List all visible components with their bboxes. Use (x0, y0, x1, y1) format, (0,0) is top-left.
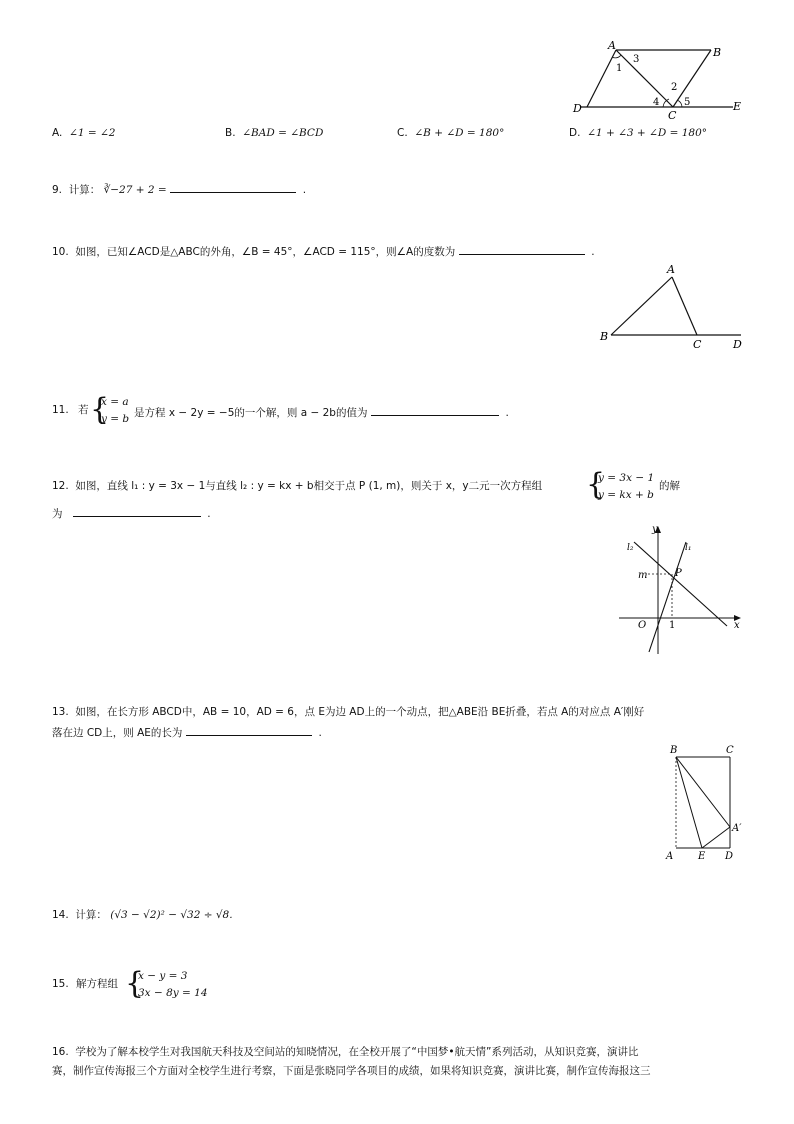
q12-label-l1: l₁ (685, 543, 692, 553)
q10-label-D: D (733, 338, 742, 351)
q10-number: 10. (52, 246, 69, 258)
q14-number: 14. (52, 909, 69, 921)
q11-line (134, 403, 509, 420)
q14-expr: (√3 − √2)² − √32 ÷ √8. (110, 909, 233, 921)
q10-label-B: B (600, 330, 609, 343)
q13-label-B: B (670, 745, 678, 756)
q8-option-d-expr: ∠1 + ∠3 + ∠D = 180° (587, 127, 708, 139)
q12-label-O: O (638, 620, 647, 631)
q12-answer-blank[interactable] (73, 504, 201, 517)
q9-end: . (302, 184, 307, 196)
q16-line2: 赛，制作宣传海报三个方面对全校学生进行考察，下面是张晓同学各项目的成绩，如果将知识竞赛，演讲比赛，制作宣传海报这三 (52, 1065, 651, 1077)
q13-line2-text: 落在边 CD上，则 AE的长为 (52, 727, 183, 739)
q12-label-m: m (638, 570, 648, 581)
q13-number: 13. (52, 706, 69, 718)
q13-label-C: C (726, 745, 734, 756)
q10-label-C: C (693, 338, 702, 351)
q12-label-x: x (734, 620, 740, 631)
question-14 (52, 908, 233, 922)
q8-label-E: E (733, 100, 742, 113)
q8-label-C: C (668, 109, 677, 122)
q13-label-E: E (698, 851, 706, 862)
q12-sys1: y = 3x − 1 (598, 472, 655, 484)
q12-label-1: 1 (669, 620, 676, 631)
q10-figure (596, 262, 746, 352)
q13-text: 如图，在长方形 ABCD中，AB = 10，AD = 6，点 E为边 AD上的一个动点，把△ABE沿 BE折叠，若点 A的对应点 A′刚好 (75, 706, 645, 718)
q12-text: 如图，直线 l₁ : y = 3x − 1与直线 l₂ : y = kx + b相交于点 P (1, m)，则关于 x，y二元一次方程组 (75, 480, 543, 492)
q13-label-D: D (725, 851, 734, 862)
q15-text: 解方程组 (76, 978, 118, 990)
q12-sys2: y = kx + b (598, 489, 654, 501)
q13-figure (662, 742, 752, 864)
q12-figure (614, 522, 749, 660)
q13-line2 (52, 723, 322, 740)
q12-label-P: P (675, 568, 682, 579)
q12-label-l2: l₂ (627, 543, 634, 553)
q8-label-D: D (573, 102, 582, 115)
q15-sys2: 3x − 8y = 14 (138, 987, 208, 999)
q13-answer-blank[interactable] (186, 723, 312, 736)
q16-number: 16. (52, 1046, 69, 1058)
q16-text-1: 学校为了解本校学生对我国航天科技及空间站的知晓情况，在全校开展了“中国梦•航天情”系列活动，从知识竞赛，演讲比 (75, 1046, 639, 1058)
q8-label-5: 5 (684, 97, 691, 108)
q13-label-A2: A′ (732, 823, 742, 834)
q11-text: 是方程 x − 2y = −5的一个解，则 a − 2b的值为 (134, 407, 368, 419)
q12-end: . (207, 508, 211, 520)
q13-end: . (318, 727, 322, 739)
q8-option-b-letter: B. (225, 127, 236, 139)
q13-label-A: A (666, 851, 674, 862)
q8-figure (565, 38, 750, 123)
q12-line2 (52, 504, 211, 521)
q12-number: 12. (52, 480, 69, 492)
q15-number: 15. (52, 978, 69, 990)
q12-line1 (52, 479, 542, 493)
q14-text: 计算： (75, 909, 107, 921)
q15-brace: { (125, 966, 145, 1001)
q8-option-d-letter: D. (569, 127, 581, 139)
q8-option-a (52, 126, 115, 140)
q9-answer-blank[interactable] (170, 180, 296, 193)
q16-line1 (52, 1045, 638, 1059)
q15-sys1: x − y = 3 (138, 970, 188, 982)
q10-label-A: A (667, 263, 675, 276)
q12-label-y: y (652, 524, 658, 535)
q11-sys2: y = b (101, 413, 130, 425)
q11-number: 11. (52, 404, 69, 416)
q8-option-a-letter: A. (52, 127, 63, 139)
q11-pre: 若 (78, 404, 89, 416)
q9-text: 计算： (68, 184, 101, 196)
q12-tail: 的解 (659, 480, 680, 492)
q8-label-2: 2 (671, 82, 678, 93)
question-10 (52, 242, 595, 259)
q8-label-3: 3 (633, 54, 640, 65)
q13-line1 (52, 705, 644, 719)
q8-label-4: 4 (653, 97, 660, 108)
q8-label-A: A (608, 39, 616, 52)
q11-sys1: x = a (101, 396, 129, 408)
q11-answer-blank[interactable] (371, 403, 499, 416)
q8-option-d (569, 126, 707, 140)
q9-expr: ∛−27 + 2 = (103, 184, 167, 196)
q8-option-c-expr: ∠B + ∠D = 180° (414, 127, 505, 139)
q8-option-a-expr: ∠1 = ∠2 (69, 127, 116, 139)
q12-brace: { (586, 467, 606, 502)
q10-answer-blank[interactable] (459, 242, 585, 255)
question-9 (52, 180, 306, 197)
q9-number: 9. (52, 184, 63, 196)
q11-end: . (505, 407, 509, 419)
q8-option-b (225, 126, 323, 140)
q12-line2-text: 为 (52, 508, 63, 520)
q8-label-B: B (713, 46, 722, 59)
q8-option-c-letter: C. (397, 127, 408, 139)
q8-option-c (397, 126, 504, 140)
q8-label-1: 1 (616, 63, 623, 74)
q10-end: . (591, 246, 595, 258)
q10-text: 如图，已知∠ACD是△ABC的外角，∠B = 45°，∠ACD = 115°，则∠A的度数为 (75, 246, 456, 258)
q8-option-b-expr: ∠BAD = ∠BCD (242, 127, 324, 139)
q11-brace: { (90, 392, 110, 427)
